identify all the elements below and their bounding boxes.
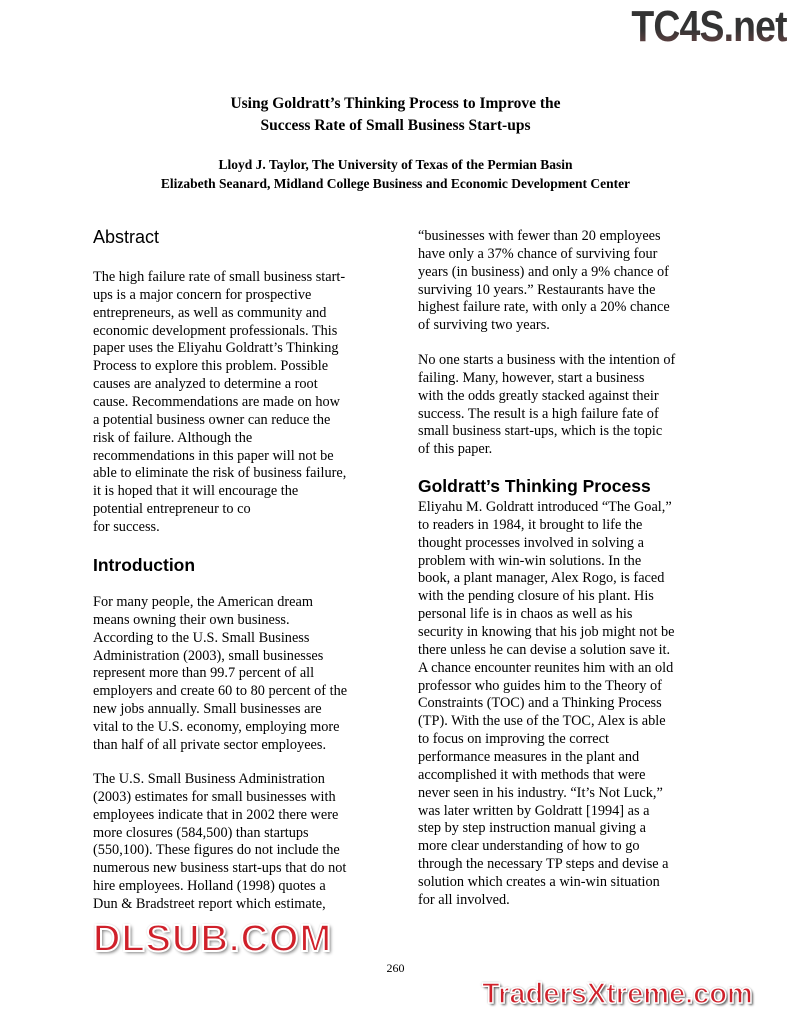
- text-line: a potential business owner can reduce the: [93, 411, 331, 428]
- introduction-heading: Introduction: [93, 555, 196, 575]
- text-line: personal life is in chaos as well as his: [418, 606, 633, 623]
- text-line: was later written by Goldratt [1994] as a: [418, 802, 650, 819]
- watermark-middle-logo: DLSUB.COM: [93, 918, 333, 960]
- text-line: means owning their own business.: [93, 611, 290, 628]
- text-line: for success.: [93, 519, 160, 536]
- text-line: recommendations in this paper will not be: [93, 447, 334, 464]
- text-line: for all involved.: [418, 891, 510, 908]
- text-line: (TP). With the use of the TOC, Alex is able: [418, 713, 666, 730]
- text-line: security in knowing that his job might not be: [418, 624, 675, 641]
- text-line: step by step instruction manual giving a: [418, 820, 646, 837]
- text-line: (550,100). These figures do not include the: [93, 842, 340, 859]
- text-line: cause. Recommendations are made on how: [93, 394, 340, 411]
- text-line: economic development professionals. This: [93, 322, 338, 339]
- text-line: vital to the U.S. economy, employing more: [93, 719, 340, 736]
- right-paragraph-2: [418, 352, 675, 459]
- text-line: of surviving two years.: [418, 317, 550, 334]
- introduction-paragraph-1: [93, 594, 347, 755]
- text-line: it is hoped that it will encourage the: [93, 483, 299, 500]
- text-line: represent more than 99.7 percent of all: [93, 665, 315, 682]
- author-line-2: Elizabeth Seanard, Midland College Business and Economic Development Center: [160, 176, 631, 191]
- text-line: According to the U.S. Small Business: [93, 629, 310, 646]
- watermark-bottom-logo: TradersXtreme.com: [482, 978, 753, 1010]
- right-paragraph-1: [418, 228, 670, 335]
- author-line-1: Lloyd J. Taylor, The University of Texas of the Permian Basin: [218, 157, 573, 172]
- text-line: years (in business) and only a 9% chance of: [418, 263, 669, 280]
- text-line: with the odds greatly stacked against their: [418, 387, 659, 404]
- text-line: failing. Many, however, start a business: [418, 369, 645, 386]
- text-line: accomplished it with methods that were: [418, 766, 646, 783]
- text-line: risk of failure. Although the: [93, 429, 253, 446]
- text-line: employees indicate that in 2002 there were: [93, 806, 339, 823]
- text-line: surviving 10 years.” Restaurants have the: [418, 281, 656, 298]
- text-line: The U.S. Small Business Administration: [93, 771, 325, 787]
- text-line: to focus on improving the correct: [418, 731, 609, 748]
- text-line: hire employees. Holland (1998) quotes a: [93, 878, 326, 895]
- text-line: there unless he can devise a solution save it.: [418, 641, 671, 658]
- goldratt-heading: Goldratt’s Thinking Process: [418, 476, 651, 496]
- text-line: Constraints (TOC) and a Thinking Process: [418, 695, 662, 712]
- text-line: Eliyahu M. Goldratt introduced “The Goal,”: [418, 499, 672, 515]
- abstract-text: [93, 269, 346, 537]
- text-line: The high failure rate of small business start-: [93, 269, 346, 285]
- text-line: thought processes involved in solving a: [418, 534, 644, 551]
- text-line: “businesses with fewer than 20 employees: [418, 228, 661, 244]
- watermark-top-logo: TC4S.net: [631, 2, 787, 51]
- paper-title-line-1: Using Goldratt’s Thinking Process to Improve the: [230, 95, 561, 112]
- text-line: (2003) estimates for small businesses with: [93, 788, 336, 805]
- text-line: never seen in his industry. “It’s Not Luck,”: [418, 784, 663, 801]
- text-line: new jobs annually. Small businesses are: [93, 701, 322, 718]
- text-line: of this paper.: [418, 441, 493, 458]
- text-line: success. The result is a high failure fate of: [418, 405, 659, 422]
- text-line: potential entrepreneur to co: [93, 501, 251, 518]
- text-line: problem with win-win solutions. In the: [418, 552, 642, 569]
- text-line: paper uses the Eliyahu Goldratt’s Thinking: [93, 340, 339, 357]
- text-line: small business start-ups, which is the topic: [418, 423, 663, 440]
- text-line: numerous new business start-ups that do not: [93, 860, 347, 877]
- text-line: ups is a major concern for prospective: [93, 286, 312, 303]
- text-line: For many people, the American dream: [93, 594, 313, 610]
- text-line: through the necessary TP steps and devise a: [418, 856, 669, 873]
- text-line: than half of all private sector employees.: [93, 736, 327, 753]
- abstract-heading: Abstract: [93, 227, 160, 247]
- text-line: entrepreneurs, as well as community and: [93, 304, 327, 321]
- paper-title-line-2: Success Rate of Small Business Start-ups: [260, 117, 531, 134]
- text-line: solution which creates a win-win situation: [418, 874, 660, 891]
- text-line: to readers in 1984, it brought to life the: [418, 516, 643, 533]
- text-line: able to eliminate the risk of business failure,: [93, 465, 347, 482]
- text-line: Administration (2003), small businesses: [93, 647, 324, 664]
- text-line: with the pending closure of his plant. His: [418, 588, 654, 605]
- text-line: more closures (584,500) than startups: [93, 824, 309, 841]
- text-line: professor who guides him to the Theory of: [418, 677, 662, 694]
- text-line: more clear understanding of how to go: [418, 838, 640, 855]
- text-line: employers and create 60 to 80 percent of the: [93, 683, 348, 700]
- text-line: A chance encounter reunites him with an old: [418, 659, 674, 676]
- introduction-paragraph-2: [93, 771, 346, 914]
- text-line: causes are analyzed to determine a root: [93, 376, 318, 393]
- page-number: 260: [386, 961, 405, 975]
- text-line: Dun & Bradstreet report which estimate,: [93, 896, 326, 913]
- text-line: highest failure rate, with only a 20% chance: [418, 299, 670, 316]
- text-line: have only a 37% chance of surviving four: [418, 245, 658, 262]
- text-line: book, a plant manager, Alex Rogo, is faced: [418, 570, 665, 587]
- text-line: performance measures in the plant and: [418, 749, 640, 766]
- text-line: Process to explore this problem. Possible: [93, 358, 329, 375]
- goldratt-paragraph: [418, 499, 675, 910]
- text-line: No one starts a business with the intention of: [418, 352, 676, 368]
